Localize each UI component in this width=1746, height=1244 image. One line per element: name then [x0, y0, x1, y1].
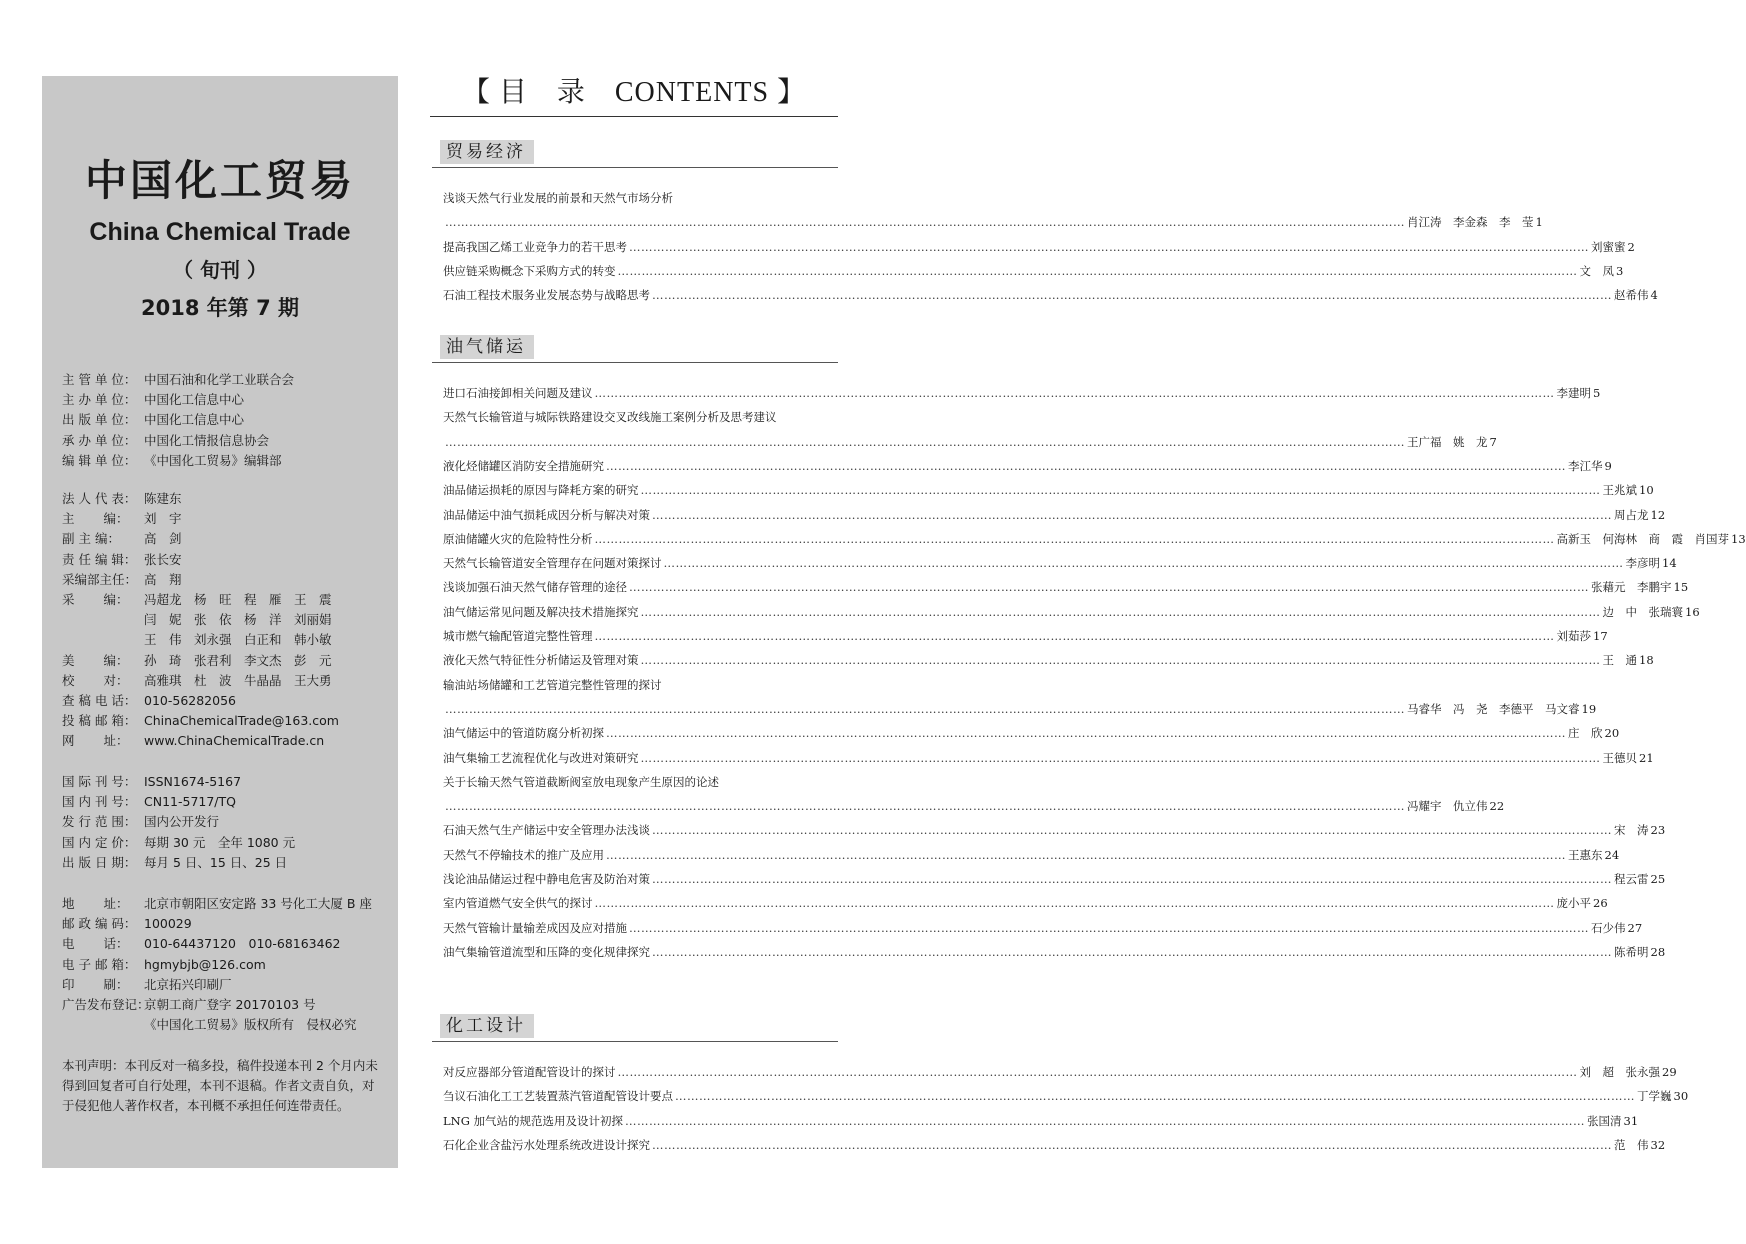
entry-credit: [1626, 555, 1677, 571]
contents-heading: 【 目 录 CONTENTS 】: [461, 77, 807, 108]
entry-credit: [1591, 239, 1635, 255]
staff-list: [62, 489, 339, 752]
toc-entry: [443, 432, 1497, 452]
info-label: 编 辑 单 位：: [62, 452, 137, 468]
entry-credit: [1614, 287, 1658, 303]
entry-title: 室内管道燃气安全供气的探讨: [443, 896, 593, 911]
dot-leader: ……………………………………………………………………………………………………………………………………………………………………………………………………………………: [625, 1113, 1586, 1128]
dot-leader: ……………………………………………………………………………………………………………………………………………………………………………………………………………………: [640, 483, 1601, 498]
entry-page: 15: [1673, 580, 1689, 595]
info-value: 每月 5 日、15 日、25 日: [144, 854, 288, 870]
entry-credit: [1614, 507, 1665, 523]
info-value: 中国化工信息中心: [144, 412, 245, 428]
info-label: 采 编：: [62, 592, 129, 608]
entry-page: 17: [1593, 629, 1608, 643]
info-value: 《中国化工贸易》版权所有 侵权必究: [144, 1017, 357, 1033]
entry-page: 5: [1593, 386, 1601, 400]
info-value: 国内公开发行: [144, 814, 220, 830]
toc-entry: [443, 553, 1677, 573]
entry-credit: [1587, 1113, 1638, 1129]
info-row: [62, 772, 295, 792]
entry-title: 油品储运中油气损耗成因分析与解决对策: [443, 507, 650, 522]
entry-authors: 刘蜜蜜: [1591, 239, 1626, 254]
entry-title: 关于长输天然气管道截断阀室放电现象产生原因的论述: [443, 774, 719, 789]
entry-authors: 张国清: [1587, 1113, 1622, 1128]
entry-authors: 赵希伟: [1614, 288, 1649, 303]
toc-entry: [443, 820, 1666, 840]
dot-leader: ……………………………………………………………………………………………………………………………………………………………………………………………………………………: [594, 629, 1555, 643]
info-label: [62, 610, 144, 630]
dot-leader: ……………………………………………………………………………………………………………………………………………………………………………………………………………………: [629, 239, 1589, 254]
entry-authors: 王德贝: [1602, 750, 1637, 765]
entry-page: 13: [1731, 531, 1746, 546]
info-row: [62, 529, 339, 549]
dot-leader: ……………………………………………………………………………………………………………………………………………………………………………………………………………………: [652, 507, 1612, 522]
entry-page: 3: [1616, 263, 1624, 278]
info-row: [62, 711, 339, 731]
entry-title: 提高我国乙烯工业竞争力的若干思考: [443, 239, 627, 254]
dot-leader: ……………………………………………………………………………………………………………………………………………………………………………………………………………………: [606, 726, 1566, 741]
info-value: 冯超龙 杨 旺 程 雁 王 震: [144, 592, 332, 608]
entry-authors: 刘茹莎: [1556, 629, 1591, 643]
entry-credit: [1407, 214, 1543, 230]
toc-entry: [443, 237, 1635, 257]
entry-credit: [1591, 920, 1642, 936]
info-row: [62, 792, 295, 812]
section-divider: [432, 362, 838, 363]
info-value: www.ChinaChemicalTrade.cn: [144, 733, 325, 749]
entry-authors: 庄 欣: [1568, 726, 1603, 741]
dot-leader: ……………………………………………………………………………………………………………………………………………………………………………………………………………………: [652, 872, 1612, 886]
entry-authors: 程云雷: [1614, 872, 1649, 886]
entry-authors: 李江华: [1568, 458, 1603, 473]
entry-credit: [1614, 871, 1665, 887]
entry-title: 天然气管输计量输差成因及应对措施: [443, 920, 627, 935]
toc-entry-title: [443, 407, 830, 427]
entry-authors: 李建明: [1556, 386, 1591, 400]
entry-authors: 高新玉 何海林 商 霞 肖国芽: [1556, 531, 1729, 546]
dot-leader: ……………………………………………………………………………………………………………………………………………………………………………………………………………………: [594, 531, 1555, 546]
publication-info: [62, 772, 295, 873]
info-label: 国 内 刊 号：: [62, 794, 137, 810]
toc-entry: [443, 845, 1620, 865]
toc-entry: [443, 212, 1543, 232]
toc-entry: [443, 456, 1612, 476]
entry-credit: [1557, 895, 1608, 911]
info-value: 010-64437120 010-68163462: [144, 936, 341, 952]
dot-leader: ……………………………………………………………………………………………………………………………………………………………………………………………………………………: [606, 847, 1566, 862]
entry-authors: 马睿华 冯 尧 李德平 马文睿: [1407, 701, 1580, 716]
toc-entry: [443, 918, 1643, 938]
entry-title: 对反应器部分管道配管设计的探讨: [443, 1065, 616, 1079]
info-label: 广告发布登记：: [62, 997, 150, 1013]
entry-title: 液化烃储罐区消防安全措施研究: [443, 458, 604, 473]
entry-credit: [1407, 798, 1504, 814]
info-label: 国 内 定 价：: [62, 834, 137, 850]
info-label: 主 编：: [62, 511, 129, 527]
info-row: [62, 812, 295, 832]
toc-entry: [443, 1135, 1666, 1155]
info-row: [62, 975, 372, 995]
entry-credit: [1407, 434, 1497, 450]
dot-leader: ……………………………………………………………………………………………………………………………………………………………………………………………………………………: [594, 386, 1555, 400]
dot-leader: ……………………………………………………………………………………………………………………………………………………………………………………………………………………: [652, 288, 1612, 303]
entry-page: 23: [1650, 823, 1666, 838]
entry-title: 浅谈加强石油天然气储存管理的途径: [443, 580, 627, 595]
toc-entry: [443, 480, 1654, 500]
entry-authors: 李彦明: [1625, 556, 1660, 571]
magazine-title-en: China Chemical Trade: [89, 218, 351, 246]
entry-authors: 张藉元 李鹏宇: [1591, 580, 1672, 595]
entry-title: 石油天然气生产储运中安全管理办法浅谈: [443, 823, 650, 838]
info-label: 美 编：: [62, 652, 129, 668]
entry-title: LNG 加气站的规范选用及设计初探: [443, 1113, 624, 1128]
info-row: [62, 894, 372, 914]
info-row: [62, 431, 294, 451]
entry-credit: [1637, 1088, 1688, 1104]
info-row: [62, 1015, 372, 1035]
entry-authors: 王广福 姚 龙: [1407, 434, 1488, 449]
entry-title: 浅谈天然气行业发展的前景和天然气市场分析: [443, 191, 673, 205]
toc-entry: [443, 699, 1597, 719]
info-label: 印 刷：: [62, 976, 129, 992]
info-value: 孙 琦 张君利 李文杰 彭 元: [144, 652, 332, 668]
publisher-info: [62, 370, 294, 471]
info-label: 校 对：: [62, 672, 129, 688]
info-value: 高 翔: [144, 571, 182, 587]
info-value: 京朝工商广登字 20170103 号: [144, 997, 316, 1013]
info-value: 010-56282056: [144, 693, 236, 709]
entry-credit: [1568, 458, 1612, 474]
section-divider: [432, 1041, 838, 1042]
entry-page: 19: [1581, 701, 1597, 716]
entry-authors: 肖江涛 李金森 李 莹: [1407, 215, 1534, 230]
info-row: [62, 489, 339, 509]
entry-page: 24: [1604, 847, 1620, 862]
entry-credit: [1614, 944, 1665, 960]
info-row: [62, 995, 372, 1015]
entry-page: 21: [1639, 750, 1654, 765]
info-row: [62, 853, 295, 873]
section-title: 贸易经济: [440, 140, 534, 164]
info-label: [62, 630, 144, 650]
toc-entry: [443, 529, 1746, 549]
entry-title: 液化天然气特征性分析储运及管理对策: [443, 653, 639, 668]
entry-page: 1: [1535, 215, 1543, 230]
info-value: 王 伟 刘永强 白正和 韩小敏: [144, 632, 332, 648]
entry-title: 进口石油接卸相关问题及建议: [443, 386, 593, 400]
entry-page: 30: [1673, 1089, 1689, 1104]
entry-page: 25: [1650, 872, 1666, 886]
entry-authors: 王惠东: [1568, 847, 1603, 862]
entry-page: 2: [1627, 239, 1635, 254]
entry-authors: 冯耀宇 仇立伟: [1407, 799, 1488, 814]
entry-authors: 陈希明: [1614, 944, 1649, 959]
entry-credit: [1568, 847, 1619, 863]
entry-title: 刍议石油化工工艺装置蒸汽管道配管设计要点: [443, 1089, 673, 1104]
info-label: 出 版 日 期：: [62, 854, 137, 870]
info-label: 电 子 邮 箱：: [62, 956, 137, 972]
info-label: 出 版 单 位：: [62, 412, 137, 428]
entry-credit: [1614, 1137, 1665, 1153]
entry-page: 18: [1639, 653, 1654, 668]
entry-title: 输油站场储罐和工艺管道完整性管理的探讨: [443, 677, 662, 692]
dot-leader: ……………………………………………………………………………………………………………………………………………………………………………………………………………………: [629, 920, 1589, 935]
toc-entry: [443, 1086, 1689, 1106]
info-value: ChinaChemicalTrade@163.com: [144, 713, 339, 729]
entry-page: 16: [1685, 604, 1700, 619]
toc-entry: [443, 505, 1666, 525]
info-row: [62, 630, 339, 650]
toc-entry: [443, 893, 1608, 913]
dot-leader: ……………………………………………………………………………………………………………………………………………………………………………………………………………………: [675, 1089, 1635, 1104]
entry-title: 油气储运中的管道防腐分析初探: [443, 726, 604, 741]
info-label: 承 办 单 位：: [62, 432, 137, 448]
entry-authors: 边 中 张瑞寰: [1602, 604, 1683, 619]
entry-title: 城市燃气输配管道完整性管理: [443, 629, 593, 643]
entry-page: 4: [1650, 288, 1658, 303]
info-label: 责 任 编 辑：: [62, 551, 137, 567]
dot-leader: ……………………………………………………………………………………………………………………………………………………………………………………………………………………: [640, 750, 1601, 765]
toc-entry: [443, 626, 1608, 646]
info-row: [62, 570, 339, 590]
dot-leader: ……………………………………………………………………………………………………………………………………………………………………………………………………………………: [629, 580, 1589, 595]
entry-title: 油气储运常见问题及解决技术措施探究: [443, 604, 639, 619]
toc-entry: [443, 383, 1601, 403]
entry-authors: 文 凤: [1579, 263, 1614, 278]
dot-leader: ……………………………………………………………………………………………………………………………………………………………………………………………………………………: [652, 944, 1612, 959]
toc-entry: [443, 723, 1620, 743]
entry-credit: [1591, 579, 1688, 595]
dot-leader: ……………………………………………………………………………………………………………………………………………………………………………………………………………………: [445, 799, 1405, 814]
toc-entry: [443, 577, 1689, 597]
section-title: 化工设计: [440, 1014, 534, 1038]
entry-title: 石化企业含盐污水处理系统改进设计探究: [443, 1137, 650, 1152]
info-row: [62, 509, 339, 529]
section-title: 油气储运: [440, 335, 534, 359]
entry-authors: 范 伟: [1614, 1137, 1649, 1152]
info-value: 《中国化工贸易》编辑部: [144, 452, 282, 468]
info-value: CN11-5717/TQ: [144, 794, 236, 810]
entry-credit: [1603, 652, 1654, 668]
info-value: 100029: [144, 916, 192, 932]
info-label: 邮 政 编 码：: [62, 916, 137, 932]
info-value: 中国化工情报信息协会: [144, 432, 270, 448]
entry-page: 26: [1593, 896, 1608, 911]
info-row: [62, 590, 339, 610]
info-label: 发 行 范 围：: [62, 814, 137, 830]
entry-credit: [1407, 701, 1596, 717]
dot-leader: ……………………………………………………………………………………………………………………………………………………………………………………………………………………: [652, 1137, 1612, 1152]
info-value: 中国石油和化学工业联合会: [144, 372, 295, 387]
info-row: [62, 833, 295, 853]
info-label: 主 管 单 位：: [62, 372, 137, 387]
entry-authors: 王 通: [1602, 653, 1637, 668]
info-row: [62, 955, 372, 975]
toc-entry: [443, 796, 1505, 816]
entry-authors: 周占龙: [1614, 507, 1649, 522]
info-row: [62, 934, 372, 954]
info-row: [62, 370, 294, 390]
info-row: [62, 610, 339, 630]
info-value: 闫 妮 张 依 杨 洋 刘丽娟: [144, 612, 332, 628]
entry-credit: [1557, 385, 1601, 401]
toc-entry: [443, 1062, 1677, 1082]
entry-title: 天然气长输管道安全管理存在问题对策探讨: [443, 556, 662, 571]
info-value: 北京市朝阳区安定路 33 号化工大厦 B 座: [144, 896, 372, 911]
dot-leader: ……………………………………………………………………………………………………………………………………………………………………………………………………………………: [445, 701, 1405, 716]
entry-title: 浅论油品储运过程中静电危害及防治对策: [443, 872, 650, 886]
info-label: 主 办 单 位：: [62, 392, 137, 408]
entry-title: 原油储罐火灾的危险特性分析: [443, 531, 593, 546]
info-row: [62, 390, 294, 410]
entry-page: 31: [1623, 1113, 1639, 1128]
entry-page: 20: [1604, 726, 1620, 741]
toc-entry: [443, 748, 1654, 768]
info-label: 投 稿 邮 箱：: [62, 713, 137, 729]
info-label: 网 址：: [62, 733, 129, 749]
toc-entry: [443, 285, 1658, 305]
entry-credit: [1557, 531, 1746, 547]
info-value: 张长安: [144, 551, 182, 567]
entry-page: 9: [1604, 458, 1612, 473]
info-value: 高 剑: [144, 531, 182, 547]
info-label: 法 人 代 表：: [62, 491, 137, 506]
toc-entry-title: [443, 772, 830, 792]
heading-divider: [430, 116, 838, 117]
toc-entry-title: [443, 188, 830, 208]
entry-page: 28: [1650, 944, 1666, 959]
entry-credit: [1603, 604, 1700, 620]
entry-page: 12: [1650, 507, 1666, 522]
info-label: 采编部主任：: [62, 571, 138, 587]
entry-title: 油气集输工艺流程优化与改进对策研究: [443, 750, 639, 765]
entry-authors: 宋 涛: [1614, 823, 1649, 838]
entry-authors: 丁学巍: [1637, 1089, 1672, 1104]
entry-authors: 石少伟: [1591, 920, 1626, 935]
entry-credit: [1580, 263, 1624, 279]
masthead-panel: [42, 76, 398, 1168]
entry-authors: 庞小平: [1556, 896, 1591, 911]
issue-number: 2018 年第 7 期: [141, 296, 299, 320]
info-label: 国 际 刊 号：: [62, 774, 137, 789]
toc-entry-title: [443, 675, 830, 695]
info-value: ISSN1674-5167: [144, 774, 242, 789]
toc-entry: [443, 602, 1700, 622]
info-value: hgmybjb@126.com: [144, 956, 266, 972]
info-label: 副 主 编：: [62, 531, 120, 547]
dot-leader: ……………………………………………………………………………………………………………………………………………………………………………………………………………………: [606, 458, 1566, 473]
entry-credit: [1568, 725, 1619, 741]
magazine-title: 中国化工贸易: [84, 156, 355, 205]
toc-entry: [443, 869, 1666, 889]
entry-title: 供应链采购概念下采购方式的转变: [443, 263, 616, 278]
entry-credit: [1603, 750, 1654, 766]
entry-credit: [1603, 482, 1654, 498]
info-row: [62, 451, 294, 471]
info-row: [62, 550, 339, 570]
info-value: 刘 宇: [144, 511, 182, 527]
entry-title: 石油工程技术服务业发展态势与战略思考: [443, 288, 650, 303]
entry-title: 天然气不停输技术的推广及应用: [443, 847, 604, 862]
info-value: 高雅琪 杜 波 牛晶晶 王大勇: [144, 672, 332, 688]
entry-title: 天然气长输管道与城际铁路建设交叉改线施工案例分析及思考建议: [443, 410, 777, 425]
dot-leader: ……………………………………………………………………………………………………………………………………………………………………………………………………………………: [640, 653, 1601, 668]
dot-leader: ……………………………………………………………………………………………………………………………………………………………………………………………………………………: [652, 823, 1612, 838]
info-value: 中国化工信息中心: [144, 392, 245, 408]
entry-page: 29: [1662, 1065, 1677, 1079]
entry-credit: [1557, 628, 1608, 644]
toc-entry: [443, 1111, 1639, 1131]
info-row: [62, 691, 339, 711]
entry-page: 7: [1489, 434, 1497, 449]
entry-title: 油品储运损耗的原因与降耗方案的研究: [443, 483, 639, 498]
dot-leader: ……………………………………………………………………………………………………………………………………………………………………………………………………………………: [663, 556, 1624, 571]
copyright-notice: 本刊声明：本刊反对一稿多投，稿件投递本刊 2 个月内未得到回复者可自行处理，本刊不退稿。作者文责自负，对于侵犯他人著作权者，本刊概不承担任何连带责任。: [62, 1058, 378, 1113]
entry-authors: 刘 超 张永强: [1579, 1065, 1660, 1079]
dot-leader: ……………………………………………………………………………………………………………………………………………………………………………………………………………………: [445, 434, 1405, 449]
section-divider: [432, 167, 838, 168]
info-label: 查 稿 电 话：: [62, 693, 137, 709]
toc-entry: [443, 261, 1624, 281]
info-row: [62, 914, 372, 934]
entry-title: 油气集输管道流型和压降的变化规律探究: [443, 944, 650, 959]
info-row: [62, 410, 294, 430]
info-value: 北京拓兴印刷厂: [144, 976, 232, 992]
entry-authors: 王兆斌: [1602, 483, 1637, 498]
info-label: 电 话：: [62, 936, 129, 952]
entry-page: 22: [1489, 799, 1505, 814]
contact-info: [62, 894, 372, 1035]
toc-entry: [443, 650, 1654, 670]
dot-leader: ……………………………………………………………………………………………………………………………………………………………………………………………………………………: [617, 263, 1578, 278]
info-row: [62, 651, 339, 671]
info-value: 陈建东: [144, 491, 182, 506]
entry-page: 32: [1650, 1137, 1666, 1152]
info-row: [62, 671, 339, 691]
dot-leader: ……………………………………………………………………………………………………………………………………………………………………………………………………………………: [594, 896, 1555, 911]
dot-leader: ……………………………………………………………………………………………………………………………………………………………………………………………………………………: [445, 215, 1405, 230]
entry-page: 10: [1639, 483, 1654, 498]
magazine-frequency: （ 旬刊 ）: [173, 258, 267, 282]
info-label: 地 址：: [62, 896, 129, 911]
entry-page: 14: [1662, 556, 1677, 571]
entry-credit: [1580, 1064, 1677, 1080]
toc-entry: [443, 942, 1666, 962]
info-row: [62, 731, 339, 751]
entry-credit: [1614, 822, 1665, 838]
dot-leader: ……………………………………………………………………………………………………………………………………………………………………………………………………………………: [617, 1065, 1578, 1079]
dot-leader: ……………………………………………………………………………………………………………………………………………………………………………………………………………………: [640, 604, 1601, 619]
info-label: [62, 1015, 144, 1035]
entry-page: 27: [1627, 920, 1643, 935]
info-value: 每期 30 元 全年 1080 元: [144, 834, 296, 850]
